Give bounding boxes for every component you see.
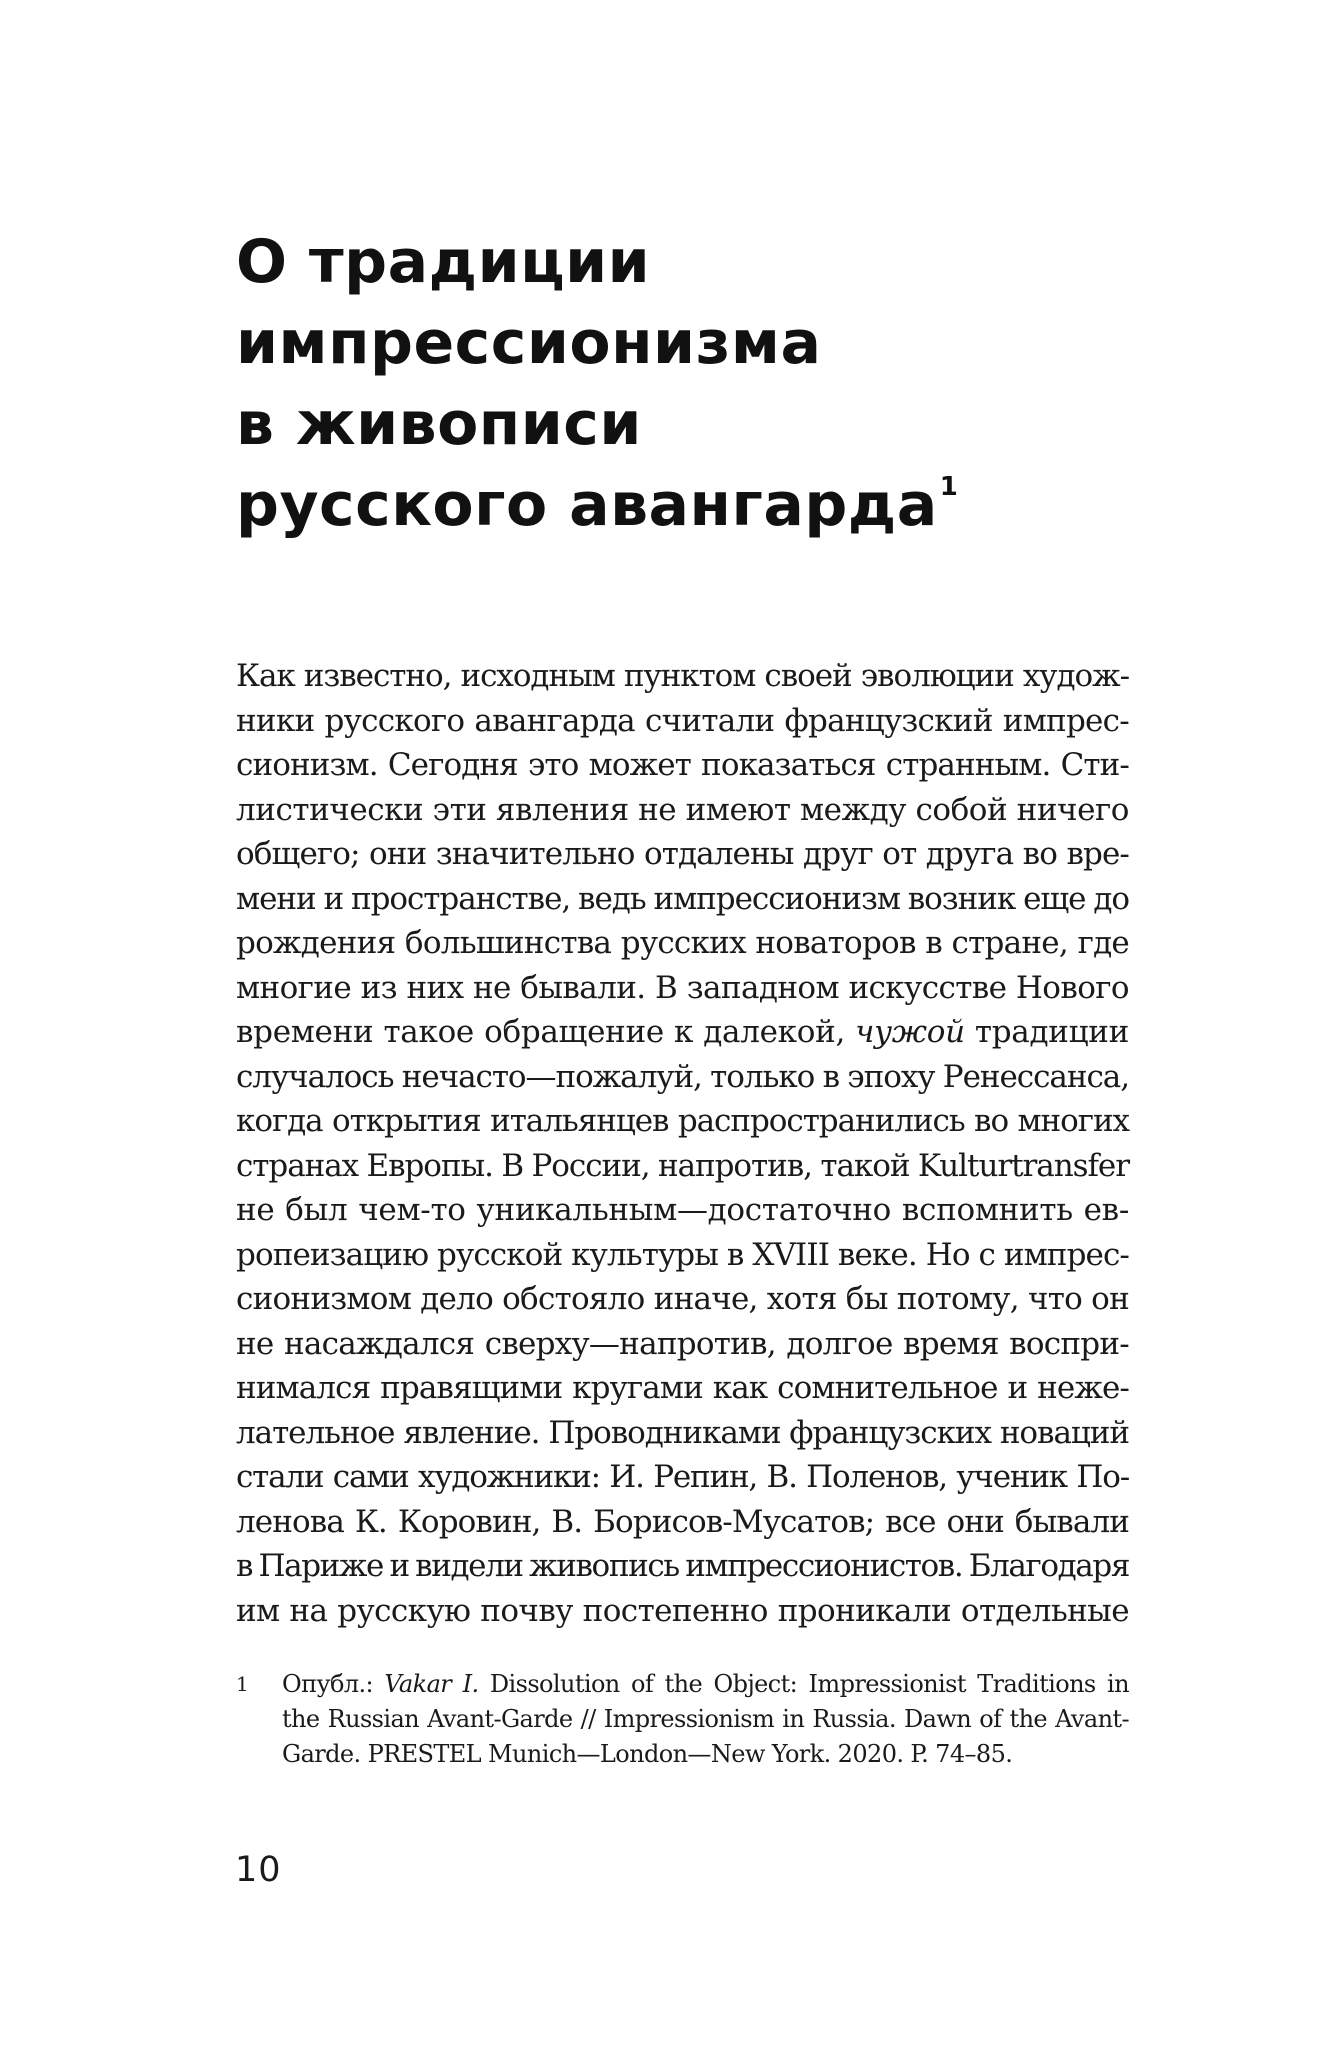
chapter-title-line-2: импрессионизма — [236, 308, 822, 378]
footnote — [236, 1667, 1129, 1772]
body-line: сионизмом дело обстояло иначе, хотя бы потому, что он — [236, 1281, 1129, 1317]
body-text — [236, 654, 1129, 1633]
body-line: сионизм. Сегодня это может показаться странным. Сти- — [236, 747, 1129, 783]
footnote-number: 1 — [236, 1672, 249, 1696]
page-number: 10 — [235, 1850, 282, 1890]
footnote-prefix: Опубл.: — [282, 1670, 385, 1698]
body-line: в Париже и видели живопись импрессионистов. Благодаря — [236, 1548, 1129, 1584]
body-line: лательное явление. Проводниками французских новаций — [236, 1414, 1129, 1451]
chapter-title-line-1: О традиции — [236, 227, 651, 297]
footnote-text: Dissolution of the Object: Impressionist Traditions in — [478, 1670, 1129, 1698]
body-line: мени и пространстве, ведь импрессионизм возник еще до — [236, 880, 1129, 917]
body-line: листически эти явления не имеют между собой ничего — [236, 791, 1129, 828]
footnote-line — [282, 1667, 1129, 1702]
footnote-line: the Russian Avant-Garde // Impressionism in Russia. Dawn of the Avant- — [282, 1705, 1129, 1733]
body-line: случалось нечасто—пожалуй, только в эпоху Ренессанса, — [236, 1058, 1129, 1095]
body-line: многие из них не бывали. В западном искусстве Нового — [236, 969, 1129, 1006]
body-line: странах Европы. В России, напротив, такой Kulturtransfer — [236, 1147, 1129, 1184]
body-line: ленова К. Коровин, В. Борисов-Мусатов; все они бывали — [236, 1503, 1129, 1540]
body-line-part: времени такое обращение к далекой, — [236, 1014, 856, 1050]
body-line: когда открытия итальянцев распространились во многих — [236, 1103, 1129, 1139]
footnote-body — [282, 1667, 1129, 1772]
chapter-title-line-4-text: русского авангарда — [236, 470, 938, 540]
chapter-title-line-3: в живописи — [236, 389, 642, 459]
body-line: им на русскую почву постепенно проникали отдельные — [236, 1592, 1129, 1629]
body-line: ники русского авангарда считали французский импрес- — [236, 702, 1129, 739]
body-line — [236, 1010, 1129, 1055]
body-line: Как известно, исходным пунктом своей эволюции худож- — [236, 658, 1129, 694]
body-line: рождения большинства русских новаторов в стране, где — [236, 925, 1129, 961]
body-line-part: традиции — [964, 1014, 1129, 1050]
body-line: общего; они значительно отдалены друг от друга во вре- — [236, 836, 1129, 872]
body-line: не был чем-то уникальным—достаточно вспомнить ев- — [236, 1192, 1129, 1228]
chapter-title — [236, 222, 1136, 546]
body-line: нимался правящими кругами как сомнительное и неже- — [236, 1370, 1129, 1406]
body-line: не насаждался сверху—напротив, долгое время воспри- — [236, 1325, 1129, 1362]
body-line: ропеизацию русской культуры в XVIII веке. Но с импрес- — [236, 1236, 1129, 1273]
chapter-title-line-4 — [236, 465, 1136, 546]
footnote-reference: 1 — [939, 472, 959, 502]
body-line: стали сами художники: И. Репин, В. Поленов, ученик По- — [236, 1459, 1129, 1495]
footnote-author: Vakar I. — [384, 1670, 479, 1698]
footnote-line: Garde. PRESTEL Munich—London—New York. 2020. P. 74–85. — [282, 1740, 1013, 1768]
emphasized-word: чужой — [855, 1014, 965, 1050]
